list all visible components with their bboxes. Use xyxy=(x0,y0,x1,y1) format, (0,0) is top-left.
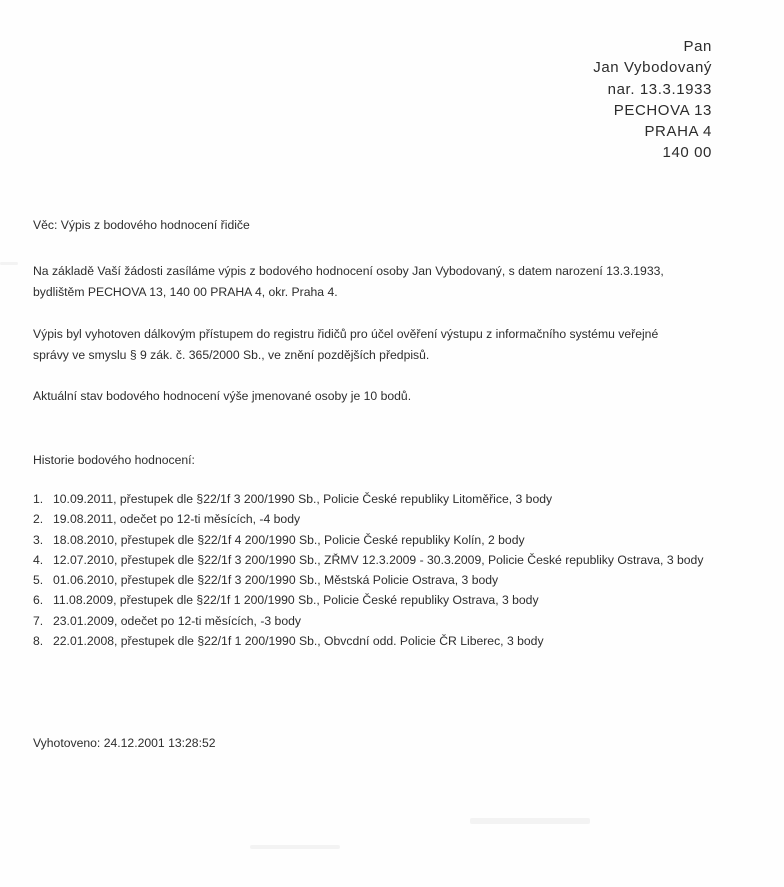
history-item-number: 2. xyxy=(33,512,44,527)
history-item-number: 7. xyxy=(33,613,44,628)
scan-smudge xyxy=(470,818,590,824)
history-item-number: 4. xyxy=(33,552,44,567)
history-item xyxy=(33,611,753,631)
history-item xyxy=(33,631,753,651)
history-item-text: 18.08.2010, přestupek dle §22/1f 4 200/1990 Sb., Policie České republiky Kolín, 2 body xyxy=(53,532,525,547)
paragraph-request xyxy=(33,261,753,303)
history-item xyxy=(33,509,753,529)
address-street: PECHOVA 13 xyxy=(613,101,712,119)
letter-subject: Věc: Výpis z bodového hodnocení řidiče xyxy=(33,218,250,232)
scan-smudge xyxy=(250,845,340,849)
history-item-number: 5. xyxy=(33,573,44,588)
history-title: Historie bodového hodnocení: xyxy=(33,453,195,467)
history-item-text: 12.07.2010, přestupek dle §22/1f 3 200/1990 Sb., ZŘMV 12.3.2009 - 30.3.2009, Policie České republiky Ostrava, 3 body xyxy=(53,552,704,567)
issued-timestamp: Vyhotoveno: 24.12.2001 13:28:52 xyxy=(33,736,216,750)
paragraph-line: Na základě Vaší žádosti zasíláme výpis z bodového hodnocení osoby Jan Vybodovaný, s datem narození 13.3.1933, xyxy=(33,264,664,278)
address-name: Jan Vybodovaný xyxy=(593,59,712,77)
address-city: PRAHA 4 xyxy=(644,123,712,141)
history-item-text: 01.06.2010, přestupek dle §22/1f 3 200/1990 Sb., Městská Policie Ostrava, 3 body xyxy=(53,573,499,588)
history-item xyxy=(33,489,753,509)
history-list xyxy=(33,489,753,651)
history-item-text: 19.08.2011, odečet po 12-ti měsících, -4 body xyxy=(53,512,301,527)
history-item xyxy=(33,530,753,550)
address-salutation: Pan xyxy=(683,38,712,55)
scan-smudge xyxy=(0,262,18,265)
history-item xyxy=(33,550,753,570)
history-item-text: 10.09.2011, přestupek dle §22/1f 3 200/1990 Sb., Policie České republiky Litoměřice, 3 body xyxy=(53,492,553,506)
history-item-text: 22.01.2008, přestupek dle §22/1f 1 200/1990 Sb., Obvcdní odd. Policie ČR Liberec, 3 body xyxy=(53,634,544,649)
history-item xyxy=(33,590,753,610)
paragraph-line: bydlištěm PECHOVA 13, 140 00 PRAHA 4, okr. Praha 4. xyxy=(33,285,338,299)
history-item xyxy=(33,570,753,590)
recipient-address xyxy=(593,36,712,164)
paragraph-line: správy ve smyslu § 9 zák. č. 365/2000 Sb., ve znění pozdějších předpisů. xyxy=(33,348,430,362)
history-item-number: 1. xyxy=(33,492,44,506)
paragraph-registry xyxy=(33,324,753,366)
history-item-number: 3. xyxy=(33,532,44,547)
address-zip: 140 00 xyxy=(662,144,712,162)
paragraph-current-points: Aktuální stav bodového hodnocení výše jmenované osoby je 10 bodů. xyxy=(33,389,412,403)
history-item-text: 23.01.2009, odečet po 12-ti měsících, -3 body xyxy=(53,613,301,628)
address-birth: nar. 13.3.1933 xyxy=(607,80,712,98)
paragraph-line: Výpis byl vyhotoven dálkovým přístupem do registru řidičů pro účel ověření výstupu z informačního systému veřejné xyxy=(33,327,659,341)
history-item-text: 11.08.2009, přestupek dle §22/1f 1 200/1990 Sb., Policie České republiky Ostrava, 3 body xyxy=(53,593,539,608)
history-item-number: 6. xyxy=(33,593,44,608)
history-item-number: 8. xyxy=(33,634,44,649)
